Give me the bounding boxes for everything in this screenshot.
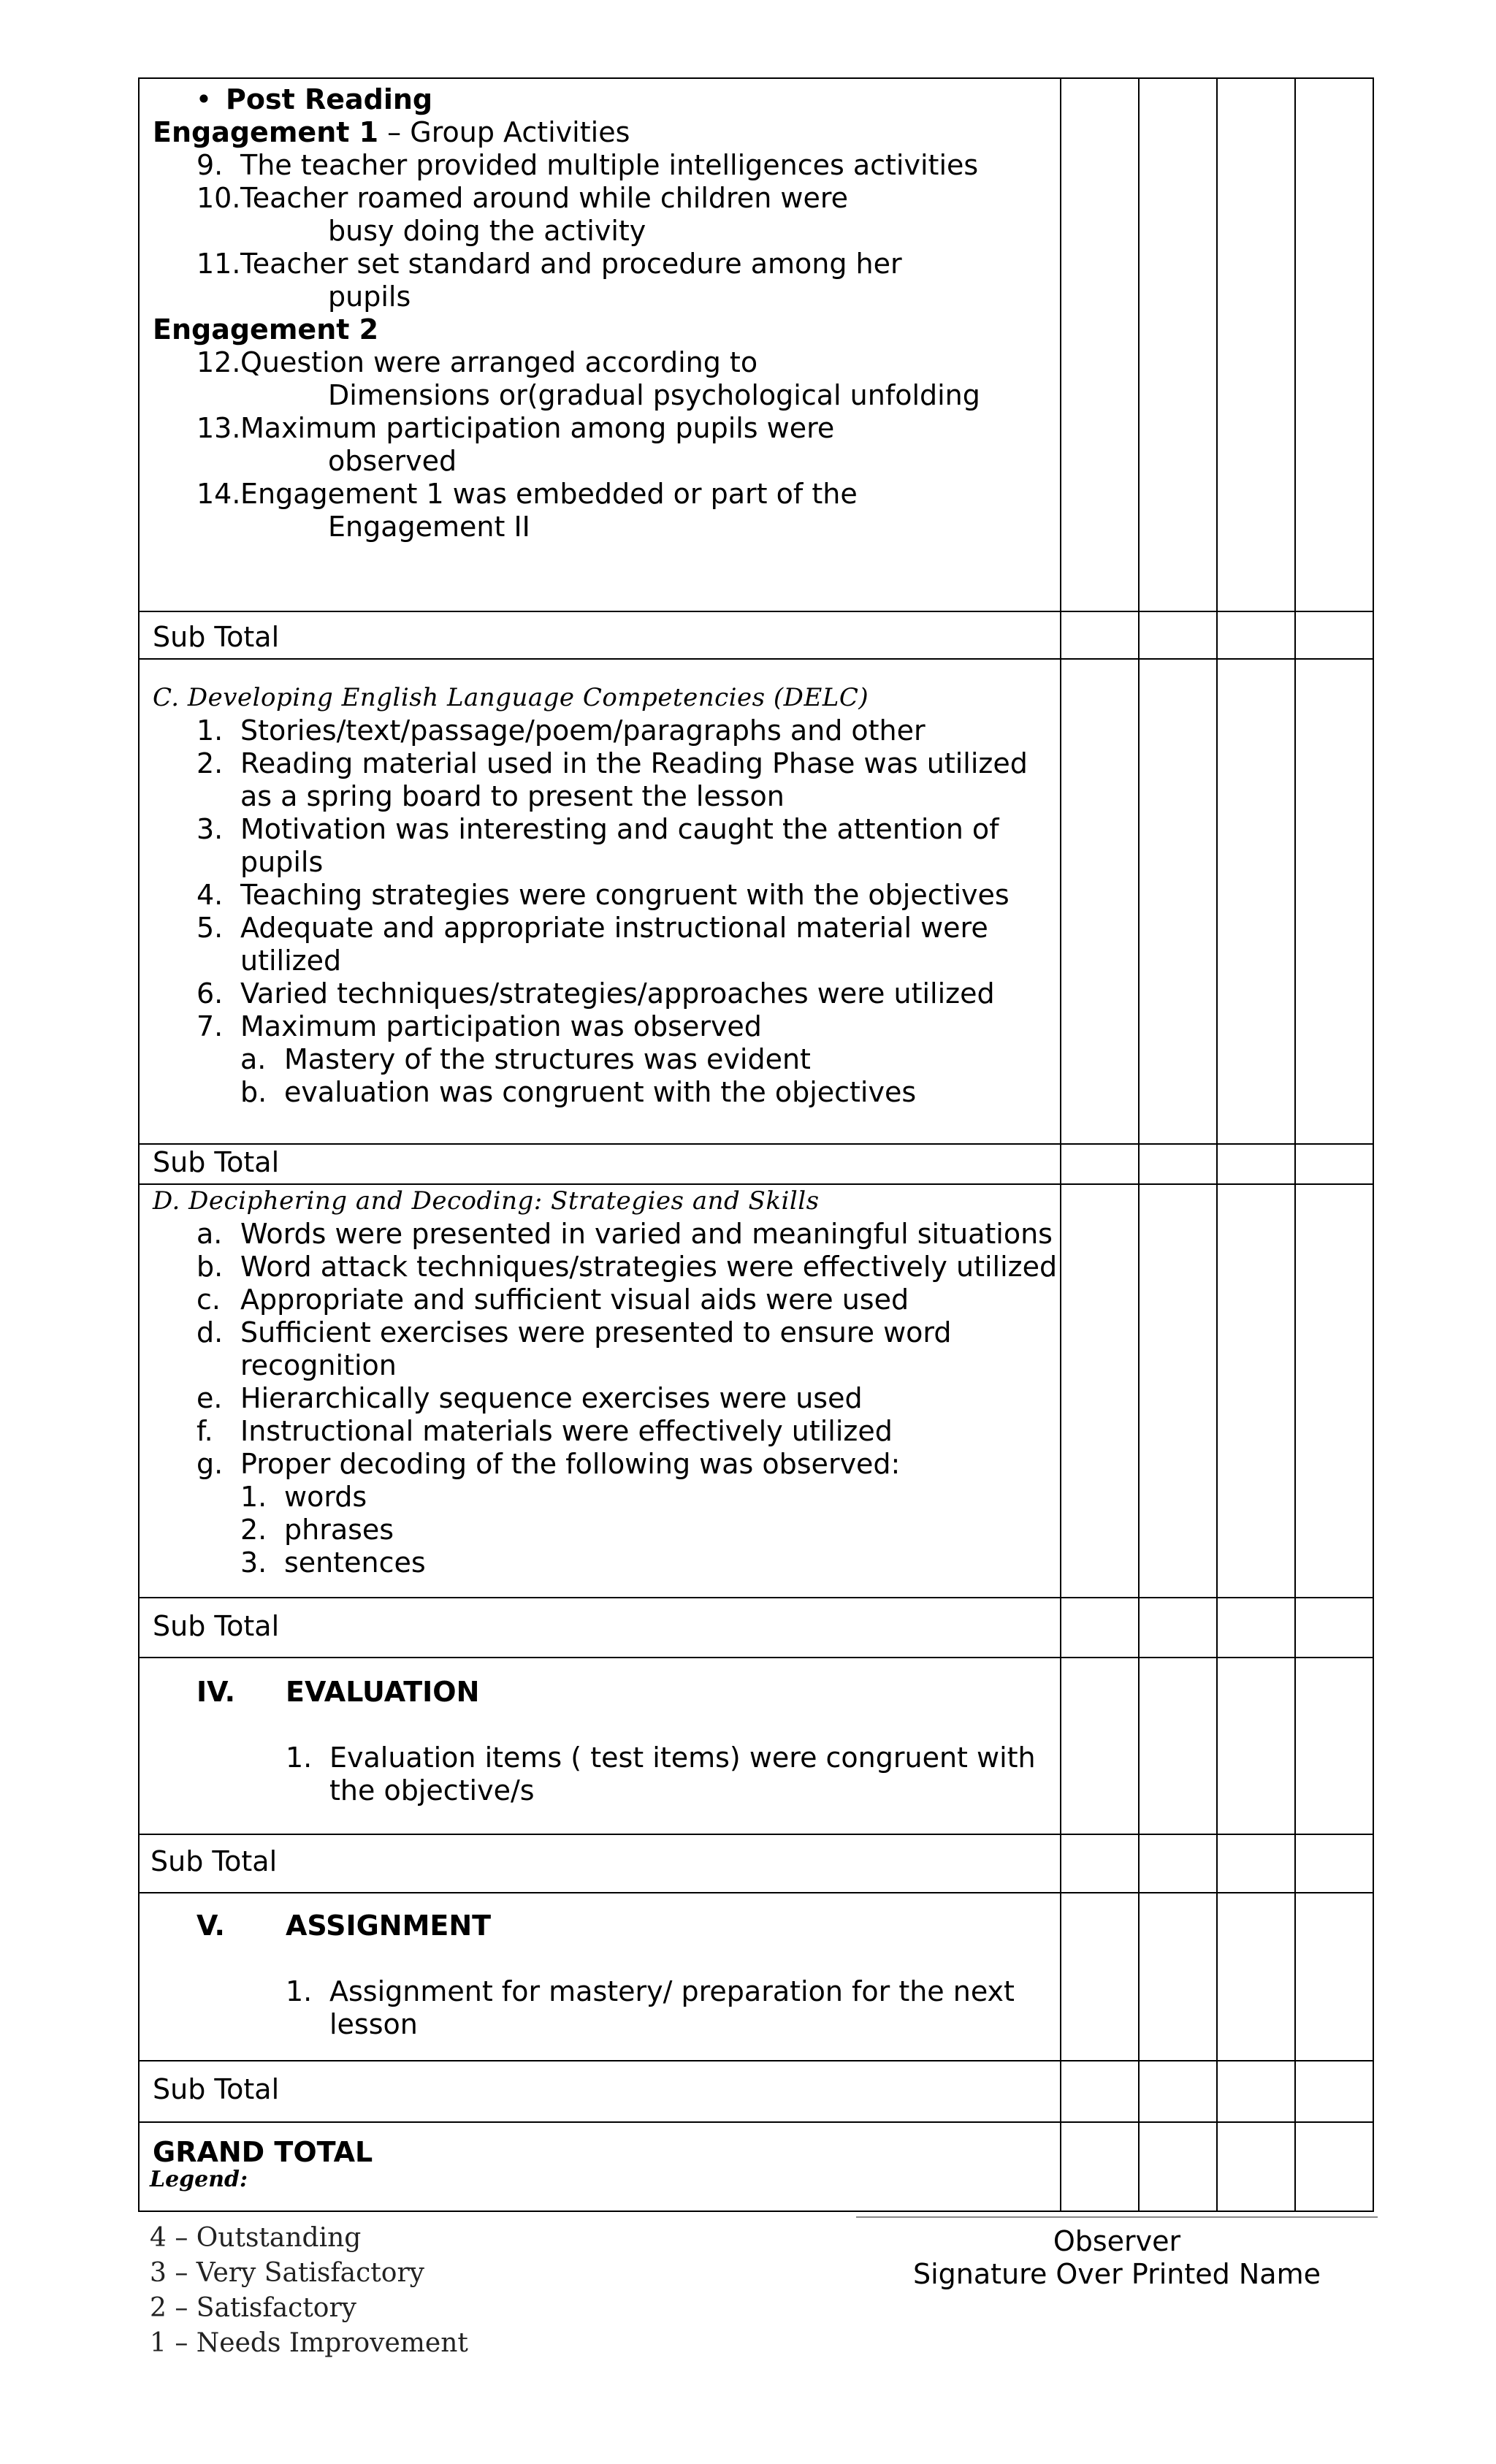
subtotal-label: Sub Total (153, 1146, 280, 1178)
legend-list (150, 2221, 468, 2361)
score-cell[interactable] (1139, 1658, 1217, 1834)
subitem-letter: b. (240, 1076, 267, 1108)
score-cell[interactable] (1061, 1834, 1139, 1893)
item-text-cont: Engagement II (328, 511, 530, 543)
evaluation-cell (139, 1658, 1061, 1834)
score-cell[interactable] (1139, 659, 1217, 1144)
score-cell[interactable] (1295, 1893, 1373, 2061)
item-number: 1. (196, 714, 224, 747)
item-text-cont: busy doing the activity (328, 215, 646, 247)
item-number: 14. (196, 478, 241, 510)
score-cell[interactable] (1295, 1144, 1373, 1184)
item-number: 1. (286, 1742, 313, 1774)
score-cell[interactable] (1295, 659, 1373, 1144)
evaluation-roman: IV. (196, 1676, 236, 1708)
item-text: Sufficient exercises were presented to ensure word (240, 1316, 952, 1349)
item-text: Question were arranged according to (240, 346, 758, 378)
score-cell[interactable] (1217, 659, 1295, 1144)
section-c-cell (139, 659, 1061, 1144)
item-text: Instructional materials were effectively utilized (240, 1415, 893, 1447)
engagement-1-label: Engagement 1 (153, 116, 379, 148)
item-letter: f. (196, 1415, 213, 1447)
item-text: Motivation was interesting and caught the attention of (240, 813, 999, 845)
item-number: 5. (196, 912, 224, 944)
score-cell[interactable] (1061, 611, 1139, 659)
item-text: Stories/text/passage/poem/paragraphs and other (240, 714, 926, 747)
subitem-number: 3. (240, 1546, 267, 1579)
score-cell[interactable] (1061, 1658, 1139, 1834)
post-reading-heading: Post Reading (226, 83, 433, 115)
evaluation-title: EVALUATION (286, 1676, 480, 1708)
item-number: 2. (196, 747, 224, 779)
subtotal-label: Sub Total (153, 1610, 280, 1642)
observer-label: Observer (1053, 2225, 1181, 2257)
score-cell[interactable] (1295, 1184, 1373, 1598)
item-letter: d. (196, 1316, 224, 1349)
item-letter: e. (196, 1382, 223, 1414)
rating-table (138, 77, 1374, 2212)
score-cell[interactable] (1139, 1598, 1217, 1658)
post-reading-cell (139, 78, 1061, 611)
item-letter: a. (196, 1218, 223, 1250)
score-cell[interactable] (1217, 611, 1295, 659)
item-text: Words were presented in varied and meaningful situations (240, 1218, 1053, 1250)
score-cell[interactable] (1295, 1658, 1373, 1834)
subtotal-row (139, 1598, 1373, 1658)
score-cell[interactable] (1061, 2061, 1139, 2122)
evaluation-row (139, 1658, 1373, 1834)
item-number: 9. (196, 149, 224, 181)
item-text-cont: as a spring board to present the lesson (240, 780, 785, 812)
signature-line (856, 2216, 1378, 2218)
score-cell[interactable] (1061, 1893, 1139, 2061)
item-text: Appropriate and sufficient visual aids were used (240, 1284, 909, 1316)
assignment-roman: V. (196, 1910, 225, 1942)
item-letter: g. (196, 1448, 224, 1480)
section-d-cell (139, 1184, 1061, 1598)
score-cell[interactable] (1139, 78, 1217, 611)
score-cell[interactable] (1139, 1184, 1217, 1598)
engagement-2-label: Engagement 2 (153, 313, 379, 346)
score-cell[interactable] (1217, 2122, 1295, 2211)
score-cell[interactable] (1295, 1598, 1373, 1658)
score-cell[interactable] (1217, 1144, 1295, 1184)
subtotal-row (139, 611, 1373, 659)
score-cell[interactable] (1217, 1893, 1295, 2061)
item-text: Word attack techniques/strategies were effectively utilized (240, 1251, 1058, 1283)
score-cell[interactable] (1295, 2061, 1373, 2122)
legend-item: 1 – Needs Improvement (150, 2328, 468, 2358)
item-text-cont: pupils (240, 846, 324, 878)
score-cell[interactable] (1139, 611, 1217, 659)
score-cell[interactable] (1217, 1598, 1295, 1658)
subitem-text: evaluation was congruent with the objectives (284, 1076, 917, 1108)
score-cell[interactable] (1139, 2061, 1217, 2122)
item-text-cont: lesson (329, 2008, 418, 2040)
subitem-text: phrases (284, 1514, 394, 1546)
subitem-number: 1. (240, 1481, 267, 1513)
subitem-text: Mastery of the structures was evident (284, 1043, 811, 1075)
item-text: Reading material used in the Reading Phase was utilized (240, 747, 1028, 779)
subtotal-label: Sub Total (150, 1845, 278, 1877)
section-c-row (139, 659, 1373, 1144)
item-text-cont: the objective/s (329, 1774, 535, 1807)
assignment-row (139, 1893, 1373, 2061)
score-cell[interactable] (1061, 1144, 1139, 1184)
item-text-cont: recognition (240, 1349, 397, 1381)
section-d-row (139, 1184, 1373, 1598)
score-cell[interactable] (1139, 1144, 1217, 1184)
item-number: 12. (196, 346, 241, 378)
score-cell[interactable] (1061, 1184, 1139, 1598)
item-number: 7. (196, 1010, 224, 1042)
legend-item: 4 – Outstanding (150, 2223, 362, 2253)
grand-total-row (139, 2122, 1373, 2211)
item-text: Adequate and appropriate instructional material were (240, 912, 988, 944)
item-text: Teacher roamed around while children were (240, 182, 848, 214)
post-reading-row (139, 78, 1373, 611)
assignment-title: ASSIGNMENT (286, 1910, 492, 1942)
item-text-cont: utilized (240, 945, 342, 977)
engagement-1-desc: – Group Activities (378, 116, 630, 148)
item-number: 13. (196, 412, 241, 444)
item-text: Maximum participation was observed (240, 1010, 762, 1042)
item-text: Assignment for mastery/ preparation for the next (329, 1975, 1015, 2007)
score-cell[interactable] (1061, 2122, 1139, 2211)
item-number: 4. (196, 879, 224, 911)
item-text: Hierarchically sequence exercises were used (240, 1382, 863, 1414)
subtotal-row (139, 2061, 1373, 2122)
item-text: Engagement 1 was embedded or part of the (240, 478, 858, 510)
subtotal-row (139, 1834, 1373, 1893)
legend-item: 3 – Very Satisfactory (150, 2258, 424, 2288)
section-d-title: D. Deciphering and Decoding: Strategies and Skills (153, 1186, 820, 1216)
grand-total-label: GRAND TOTAL (153, 2136, 373, 2168)
score-cell[interactable] (1295, 611, 1373, 659)
score-cell[interactable] (1295, 2122, 1373, 2211)
score-cell[interactable] (1217, 2061, 1295, 2122)
score-cell[interactable] (1217, 1658, 1295, 1834)
item-text: Varied techniques/strategies/approaches were utilized (240, 977, 995, 1010)
signature-block (856, 2225, 1378, 2291)
score-cell[interactable] (1061, 659, 1139, 1144)
score-cell[interactable] (1139, 1893, 1217, 2061)
item-letter: c. (196, 1284, 221, 1316)
score-cell[interactable] (1061, 78, 1139, 611)
score-cell[interactable] (1139, 2122, 1217, 2211)
item-number: 11. (196, 248, 241, 280)
subitem-text: sentences (284, 1546, 426, 1579)
item-text: Maximum participation among pupils were (240, 412, 835, 444)
legend-title: Legend: (150, 2167, 248, 2192)
item-number: 3. (196, 813, 224, 845)
item-text: Proper decoding of the following was observed: (240, 1448, 901, 1480)
score-cell[interactable] (1139, 1834, 1217, 1893)
subitem-number: 2. (240, 1514, 267, 1546)
score-cell[interactable] (1295, 1834, 1373, 1893)
item-number: 1. (286, 1975, 313, 2007)
subitem-letter: a. (240, 1043, 267, 1075)
item-text: The teacher provided multiple intelligences activities (240, 149, 979, 181)
item-number: 6. (196, 977, 224, 1010)
score-cell[interactable] (1217, 1184, 1295, 1598)
assignment-cell (139, 1893, 1061, 2061)
subtotal-label: Sub Total (153, 2073, 280, 2105)
subtotal-label: Sub Total (153, 621, 280, 653)
item-text-cont: pupils (328, 281, 411, 313)
score-cell[interactable] (1217, 78, 1295, 611)
item-text: Teaching strategies were congruent with the objectives (240, 879, 1010, 911)
item-text-cont: Dimensions or(gradual psychological unfolding (328, 379, 980, 411)
item-number: 10. (196, 182, 241, 214)
section-c-title: C. Developing English Language Competencies (DELC) (153, 683, 869, 712)
item-text: Teacher set standard and procedure among her (240, 248, 902, 280)
score-cell[interactable] (1217, 1834, 1295, 1893)
score-cell[interactable] (1061, 1598, 1139, 1658)
item-text-cont: observed (328, 445, 457, 477)
subtotal-row (139, 1144, 1373, 1184)
score-cell[interactable] (1295, 78, 1373, 611)
legend-item: 2 – Satisfactory (150, 2293, 357, 2323)
bullet-icon: • (195, 83, 213, 115)
item-letter: b. (196, 1251, 224, 1283)
item-text: Evaluation items ( test items) were congruent with (329, 1742, 1036, 1774)
signature-caption: Signature Over Printed Name (913, 2258, 1321, 2290)
subitem-text: words (284, 1481, 367, 1513)
